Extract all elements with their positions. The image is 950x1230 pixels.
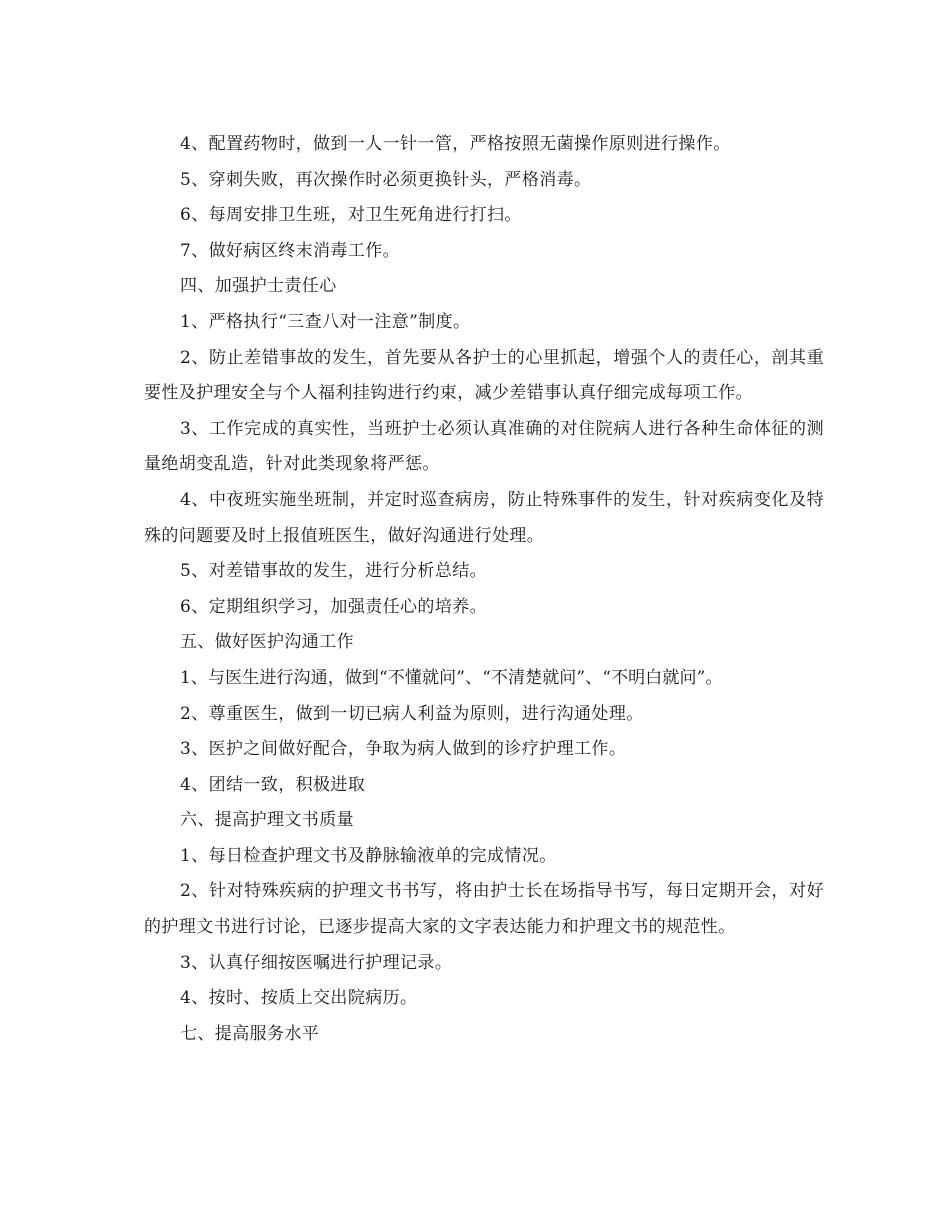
document-body bbox=[144, 127, 824, 1052]
paragraph-item-3-records: 3、认真仔细按医嘱进行护理记录。 bbox=[180, 952, 453, 973]
paragraph-item-5-analysis: 5、对差错事故的发生，进行分析总结。 bbox=[180, 561, 488, 582]
paragraph-item-4-unity: 4、团结一致，积极进取 bbox=[180, 774, 366, 795]
paragraph-item-6-hygiene: 6、每周安排卫生班，对卫生死角进行打扫。 bbox=[180, 205, 522, 226]
section-heading-7: 七、提高服务水平 bbox=[180, 1023, 320, 1044]
paragraph-item-3-cooperation: 3、医护之间做好配合，争取为病人做到的诊疗护理工作。 bbox=[180, 739, 627, 760]
paragraph-item-4-night-shift: 4、中夜班实施坐班制，并定时巡查病房，防止特殊事件的发生，针对疾病变化及特殊的问题要及时上报值班医生，做好沟通进行处理。 bbox=[144, 489, 824, 546]
paragraph-item-2-prevent-errors: 2、防止差错事故的发生，首先要从各护士的心里抓起，增强个人的责任心，剖其重要性及护理安全与个人福利挂钩进行约束，减少差错事认真仔细完成每项工作。 bbox=[144, 347, 824, 404]
paragraph-item-4-medication: 4、配置药物时，做到一人一针一管，严格按照无菌操作原则进行操作。 bbox=[180, 134, 731, 154]
paragraph-item-5-puncture: 5、穿刺失败，再次操作时必须更换针头，严格消毒。 bbox=[180, 169, 592, 190]
paragraph-item-1-communication: 1、与医生进行沟通，做到“不懂就问”、“不清楚就问”、“不明白就问”。 bbox=[180, 667, 723, 688]
section-heading-6: 六、提高护理文书质量 bbox=[180, 810, 354, 831]
paragraph-item-4-submission: 4、按时、按质上交出院病历。 bbox=[180, 988, 418, 1009]
section-heading-5: 五、做好医护沟通工作 bbox=[180, 632, 354, 653]
paragraph-item-1-checks: 1、严格执行“三查八对一注意”制度。 bbox=[180, 311, 471, 332]
section-heading-4: 四、加强护士责任心 bbox=[180, 276, 337, 297]
paragraph-item-2-documentation: 2、针对特殊疾病的护理文书书写，将由护士长在场指导书写，每日定期开会，对好的护理文书进行讨论，已逐步提高大家的文字表达能力和护理文书的规范性。 bbox=[144, 881, 824, 938]
paragraph-item-6-training: 6、定期组织学习，加强责任心的培养。 bbox=[180, 596, 488, 617]
paragraph-item-7-disinfection: 7、做好病区终末消毒工作。 bbox=[180, 240, 401, 261]
paragraph-item-2-respect: 2、尊重医生，做到一切已病人利益为原则，进行沟通处理。 bbox=[180, 703, 644, 724]
paragraph-item-3-authenticity: 3、工作完成的真实性，当班护士必须认真准确的对住院病人进行各种生命体征的测量绝胡变乱造，针对此类现象将严惩。 bbox=[144, 418, 824, 475]
paragraph-item-1-daily-check: 1、每日检查护理文书及静脉输液单的完成情况。 bbox=[180, 845, 557, 866]
